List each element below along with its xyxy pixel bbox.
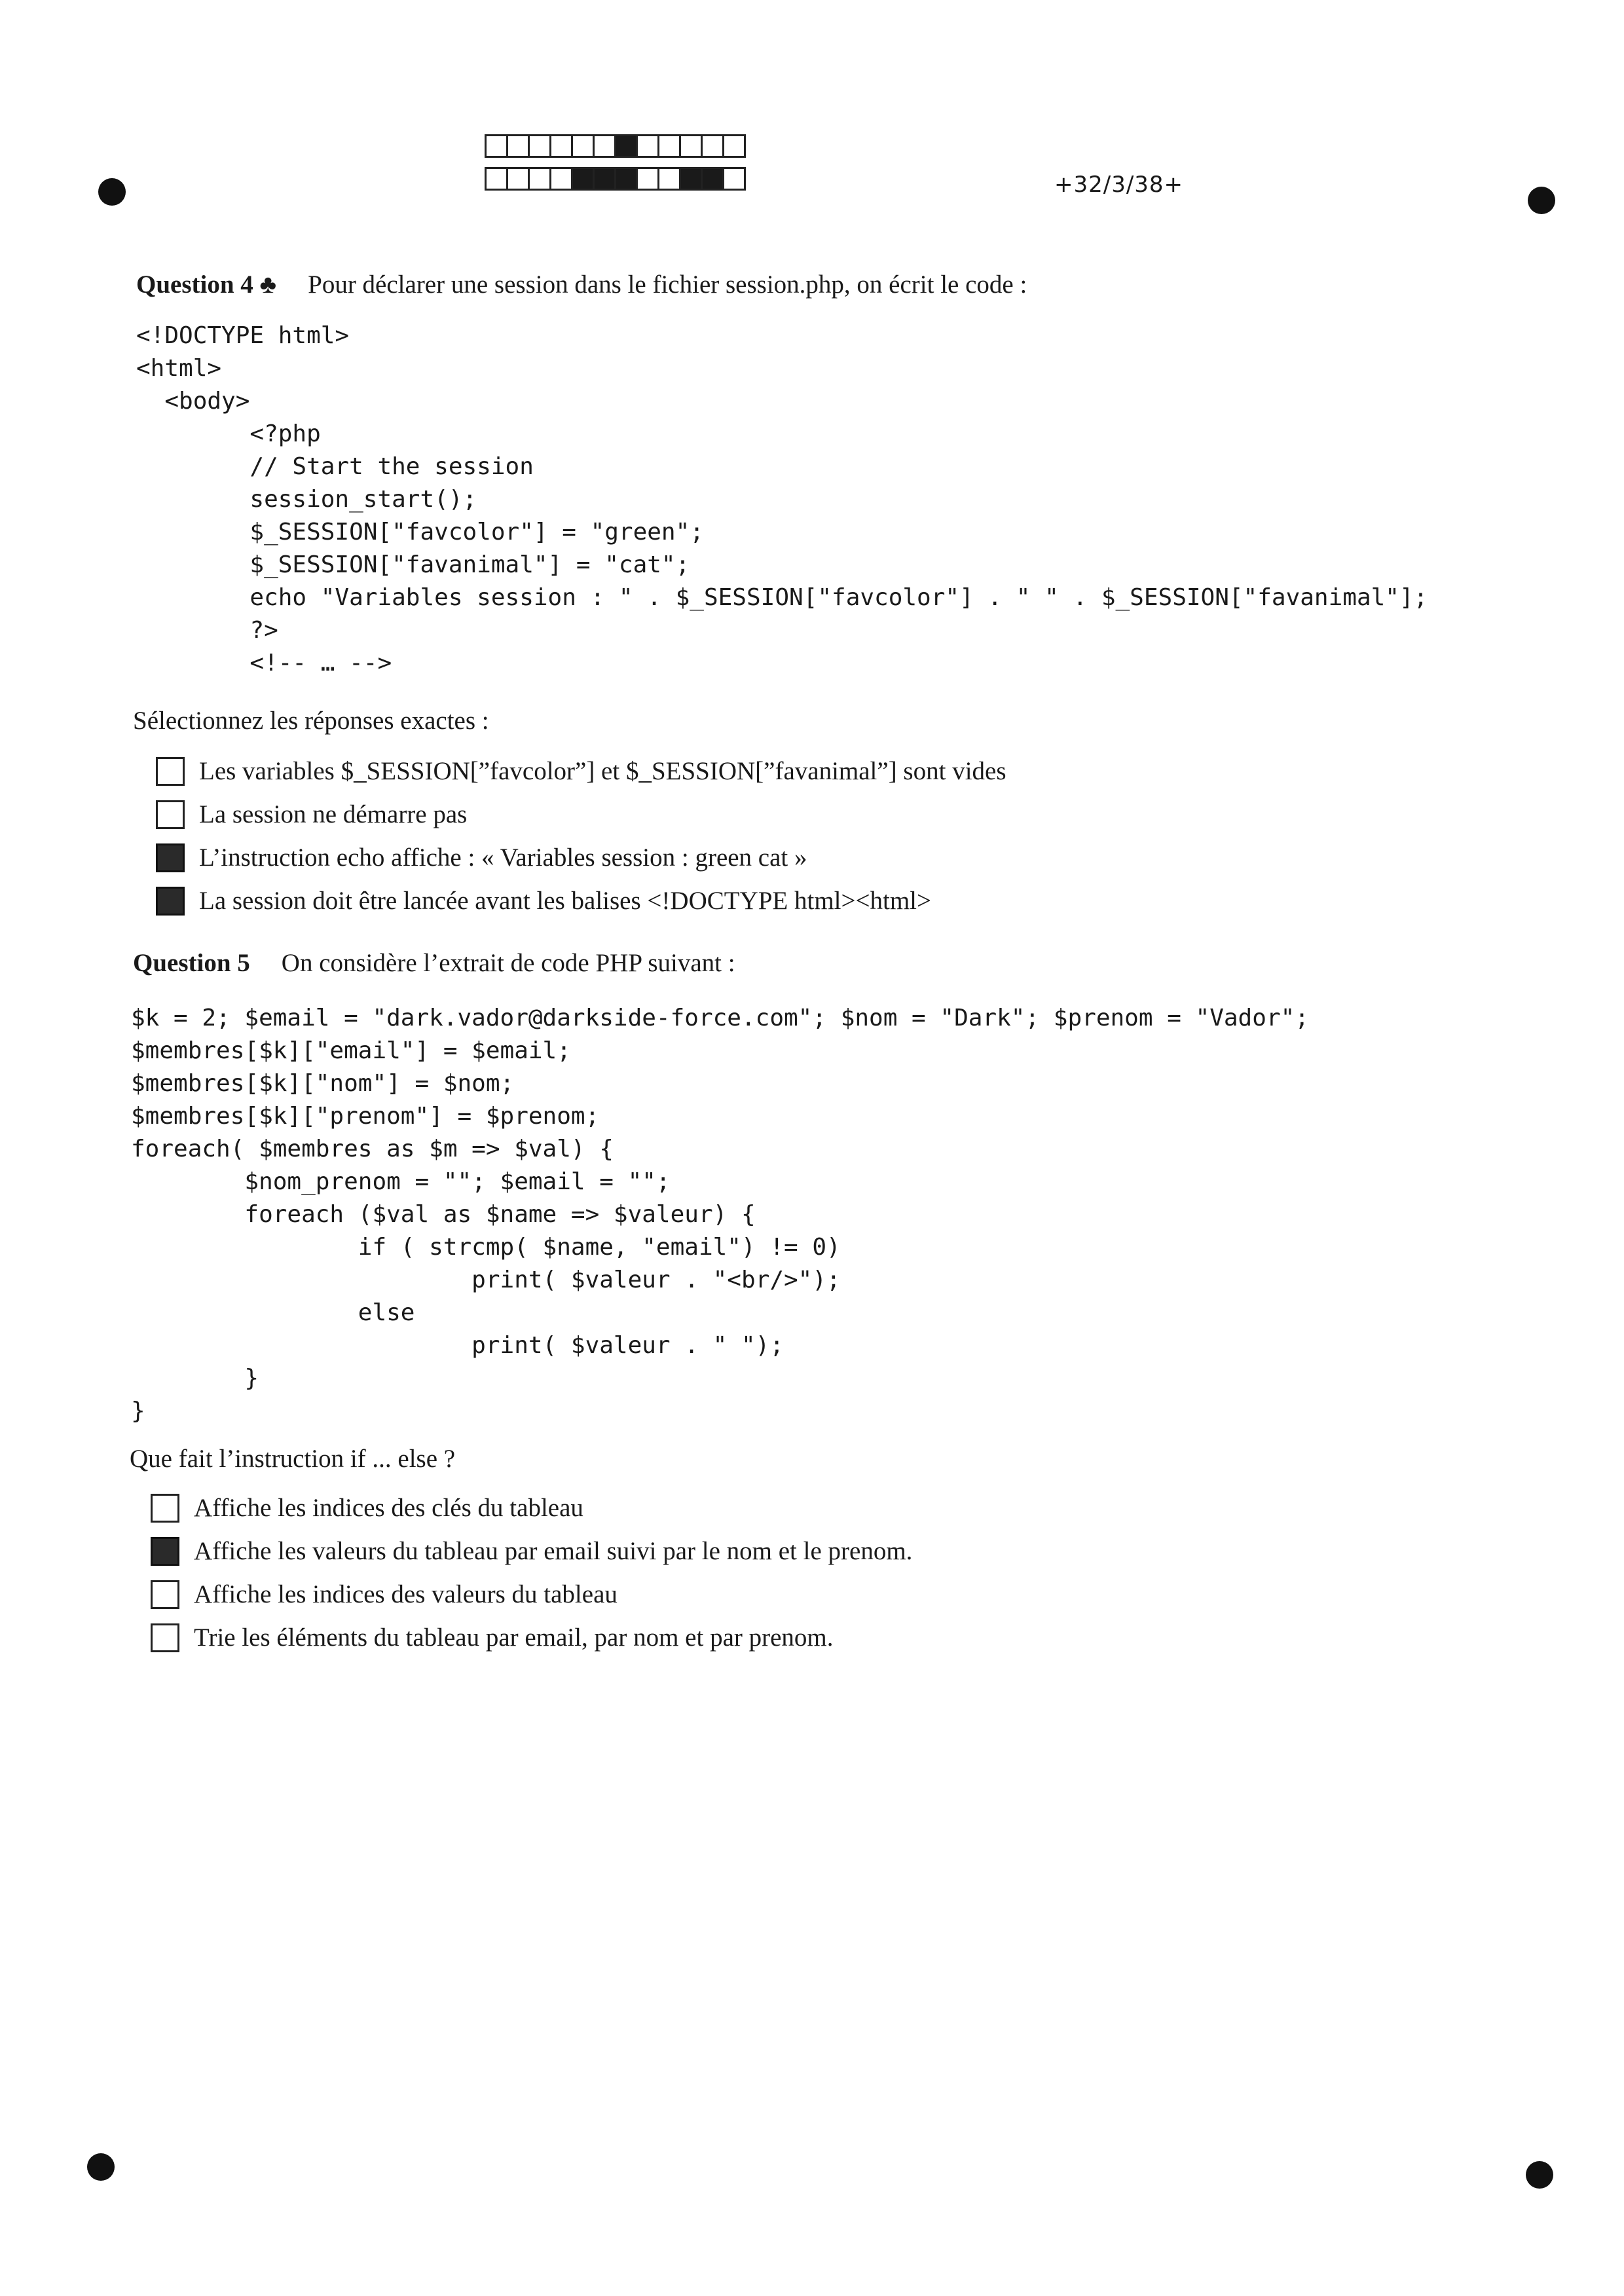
question-5-answer-3[interactable]	[151, 1580, 618, 1609]
question-5-text: On considère l’extrait de code PHP suivant :	[281, 949, 735, 977]
question-4-answer-3[interactable]	[156, 843, 807, 872]
barcode-cell-empty	[679, 134, 703, 158]
code-line: else	[131, 1299, 415, 1326]
answer-label: L’instruction echo affiche : « Variables session : green cat »	[199, 843, 807, 872]
code-line: $nom_prenom = ""; $email = "";	[131, 1168, 671, 1195]
code-line: <?php	[136, 420, 321, 447]
barcode-cell-empty	[549, 167, 573, 191]
answer-checkbox[interactable]	[151, 1623, 179, 1652]
code-line: }	[131, 1398, 145, 1424]
barcode-cell-filled	[593, 167, 616, 191]
code-line: <!-- … -->	[136, 650, 392, 676]
registration-mark-top-right	[1528, 187, 1555, 214]
barcode-cell-empty	[528, 167, 551, 191]
code-line: <html>	[136, 355, 222, 382]
code-line: <!DOCTYPE html>	[136, 322, 350, 349]
code-line: $membres[$k]["email"] = $email;	[131, 1037, 571, 1064]
question-4-prompt: Sélectionnez les réponses exactes :	[133, 707, 489, 735]
barcode-cell-empty	[485, 167, 508, 191]
code-line: $_SESSION["favcolor"] = "green";	[136, 519, 704, 546]
barcode-cell-filled	[614, 134, 638, 158]
question-5-number: Question 5	[133, 949, 250, 977]
question-5-header	[133, 948, 735, 978]
barcode-cell-empty	[549, 134, 573, 158]
barcode-cell-filled	[701, 167, 724, 191]
question-4-text: Pour déclarer une session dans le fichier session.php, on écrit le code :	[308, 270, 1027, 299]
barcode-cell-empty	[528, 134, 551, 158]
registration-mark-top-left	[98, 178, 126, 206]
code-line: print( $valeur . "<br/>");	[131, 1267, 841, 1293]
question-4-answer-2[interactable]	[156, 800, 467, 829]
answer-label: La session doit être lancée avant les balises <!DOCTYPE html><html>	[199, 887, 931, 915]
answer-checkbox[interactable]	[156, 800, 185, 829]
barcode-cell-empty	[506, 134, 530, 158]
answer-checkbox[interactable]	[156, 757, 185, 786]
page-id: +32/3/38+	[1054, 172, 1184, 198]
barcode-cell-empty	[593, 134, 616, 158]
answer-label: Les variables $_SESSION[”favcolor”] et $_SESSION[”favanimal”] sont vides	[199, 757, 1006, 785]
question-5-answer-2[interactable]	[151, 1536, 912, 1566]
code-line: print( $valeur . " ");	[131, 1332, 784, 1359]
code-line: ?>	[136, 617, 278, 644]
code-line: foreach ($val as $name => $valeur) {	[131, 1201, 756, 1228]
barcode-cell-empty	[506, 167, 530, 191]
answer-checkbox[interactable]	[151, 1580, 179, 1609]
code-line: $_SESSION["favanimal"] = "cat";	[136, 551, 690, 578]
code-line: session_start();	[136, 486, 477, 513]
question-5-prompt: Que fait l’instruction if ... else ?	[130, 1445, 456, 1473]
code-line: $k = 2; $email = "dark.vador@darkside-force.com"; $nom = "Dark"; $prenom = "Vador";	[131, 1005, 1309, 1031]
code-line: $membres[$k]["prenom"] = $prenom;	[131, 1103, 600, 1130]
barcode-cell-empty	[722, 134, 746, 158]
code-line: $membres[$k]["nom"] = $nom;	[131, 1070, 515, 1097]
code-line: foreach( $membres as $m => $val) {	[131, 1136, 614, 1162]
registration-mark-bottom-left	[87, 2153, 115, 2181]
answer-checkbox-checked[interactable]	[156, 843, 185, 872]
question-4-answer-1[interactable]	[156, 756, 1006, 786]
question-5-answer-1[interactable]	[151, 1493, 583, 1523]
barcode-cell-filled	[614, 167, 638, 191]
code-line: if ( strcmp( $name, "email") != 0)	[131, 1234, 841, 1261]
barcode-cell-empty	[485, 134, 508, 158]
answer-label: La session ne démarre pas	[199, 800, 468, 828]
answer-label: Trie les éléments du tableau par email, par nom et par prenom.	[194, 1623, 834, 1652]
answer-checkbox-checked[interactable]	[151, 1537, 179, 1566]
question-4-number: Question 4 ♣	[136, 270, 277, 299]
answer-label: Affiche les indices des valeurs du tableau	[194, 1580, 618, 1608]
code-line: }	[131, 1365, 259, 1392]
answer-checkbox-checked[interactable]	[156, 887, 185, 916]
question-5-answer-4[interactable]	[151, 1623, 834, 1652]
barcode-cell-filled	[679, 167, 703, 191]
question-4-header	[136, 270, 1027, 299]
code-line: // Start the session	[136, 453, 534, 480]
code-line: echo "Variables session : " . $_SESSION["favcolor"] . " " . $_SESSION["favanimal"];	[136, 584, 1428, 611]
barcode-cell-empty	[657, 167, 681, 191]
question-4-code	[136, 320, 1428, 680]
question-4-answer-4[interactable]	[156, 886, 931, 916]
answer-checkbox[interactable]	[151, 1494, 179, 1523]
barcode-cell-empty	[636, 167, 659, 191]
barcode-cell-empty	[657, 134, 681, 158]
barcode-cell-filled	[571, 167, 595, 191]
answer-label: Affiche les valeurs du tableau par email suivi par le nom et le prenom.	[194, 1537, 913, 1565]
code-line: <body>	[136, 388, 250, 415]
barcode-cell-empty	[701, 134, 724, 158]
barcode-cell-empty	[722, 167, 746, 191]
answer-label: Affiche les indices des clés du tableau	[194, 1494, 583, 1522]
question-5-code	[131, 1002, 1309, 1428]
barcode-row-1	[487, 134, 746, 158]
barcode-cell-empty	[636, 134, 659, 158]
registration-mark-bottom-right	[1526, 2161, 1553, 2189]
barcode-cell-empty	[571, 134, 595, 158]
barcode-row-2	[487, 167, 746, 191]
